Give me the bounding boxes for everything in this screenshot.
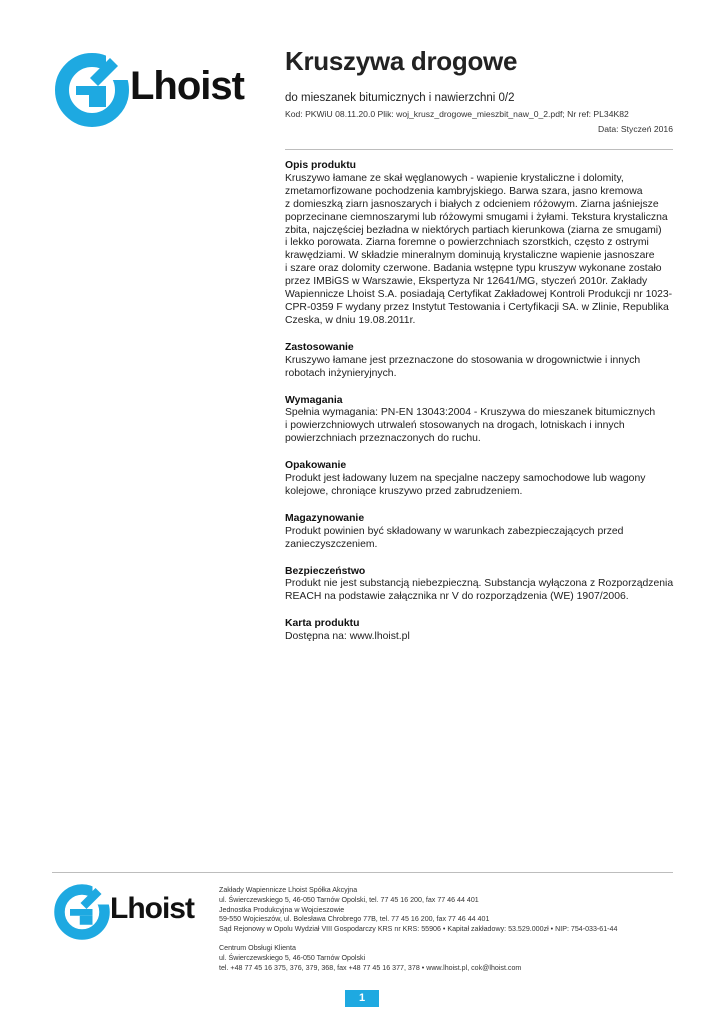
text-line: Dostępna na: www.lhoist.pl <box>285 631 410 643</box>
section-0 <box>285 160 677 328</box>
footer-line: ul. Świerczewskiego 5, 46-050 Tarnów Opolski <box>219 954 366 963</box>
section-heading: Bezpieczeństwo <box>285 565 366 577</box>
text-line: Wapiennicze Lhoist S.A. posiadają Certyfikat Zakładowej Kontroli Produkcji nr 1023- <box>285 289 673 301</box>
footer-line: Centrum Obsługi Klienta <box>219 944 296 953</box>
page-title: Kruszywa drogowe <box>285 46 518 76</box>
page-number: 1 <box>345 990 379 1007</box>
text-line: i szare oraz dolomity czerwone. Badania wstępne typu kruszyw wykonane zostało <box>285 263 662 275</box>
section-heading: Wymagania <box>285 394 343 406</box>
document-date: Data: Styczeń 2016 <box>597 124 673 134</box>
section-heading: Opakowanie <box>285 460 347 472</box>
text-line: kolejowe, chroniące kruszywo przed zabrudzeniem. <box>285 485 523 497</box>
text-line: i powierzchniowych utrwaleń stosowanych na drogach, lotniskach i innych <box>285 420 625 432</box>
section-text <box>285 631 677 644</box>
section-text <box>285 578 677 604</box>
text-line: zmetamorfizowane pochodzenia kambryjskiego. Barwa szara, jasno kremowa <box>285 185 643 197</box>
section-text <box>285 355 677 381</box>
footer-line: Sąd Rejonowy w Opolu Wydział VIII Gospodarczy KRS nr KRS: 55906 • Kapitał zakładowy: 53.529.000zł • NIP: 754-033-61-44 <box>219 925 618 934</box>
lhoist-wordmark: Lhoist <box>130 63 244 108</box>
text-line: z domieszką ziarn jasnoszarych i białych z odcieniem różowym. Ziarna jaśniejsze <box>285 198 659 210</box>
footer-lhoist-logo <box>52 882 194 942</box>
text-line: i lekko porowata. Ziarna foremne o powierzchniach szorstkich, często z ostrymi <box>285 237 649 249</box>
text-line: powierzchniach przeznaczonych do ruchu. <box>285 433 481 445</box>
footer-lhoist-wordmark: Lhoist <box>110 892 194 925</box>
section-heading: Zastosowanie <box>285 341 354 353</box>
text-line: Produkt powinien być składowany w warunkach zabezpieczających przed <box>285 525 624 537</box>
text-line: Produkt jest ładowany luzem na specjalne naczepy samochodowe lub wagony <box>285 473 646 485</box>
section-heading: Opis produktu <box>285 160 356 171</box>
text-line: krawędziami. W składzie mineralnym dominują krystaliczne wapienie jasnoszare <box>285 250 655 262</box>
text-line: Czeska, w dniu 19.08.2011r. <box>285 314 416 326</box>
lhoist-logo <box>52 50 244 130</box>
footer-line: Zakłady Wapiennicze Lhoist Spółka Akcyjna <box>219 886 358 894</box>
section-text <box>285 526 677 552</box>
text-line: zanieczyszczeniem. <box>285 538 378 550</box>
text-line: robotach inżynieryjnych. <box>285 367 397 379</box>
section-heading: Karta produktu <box>285 618 360 630</box>
section-text <box>285 407 677 446</box>
section-heading: Magazynowanie <box>285 512 365 524</box>
text-line: zbita, najczęściej bezładna w niektórych partiach kierunkowa (ziarna ze smugami) <box>285 224 662 236</box>
footer-line: Jednostka Produkcyjna w Wojcieszowie <box>219 905 345 914</box>
page-subtitle: do mieszanek bitumicznych i nawierzchni 0/2 <box>285 92 515 104</box>
text-line: poprzecinane ciemnoszarymi lub różowymi smugami i żyłami. Tekstura krystaliczna <box>285 211 668 223</box>
section-3 <box>285 460 677 499</box>
text-line: REACH na podstawie załącznika nr V do rozporządzenia (WE) 1907/2006. <box>285 591 629 603</box>
text-line: Kruszywo łamane jest przeznaczone do stosowania w drogownictwie i innych <box>285 354 641 366</box>
section-text <box>285 473 677 499</box>
text-line: Kruszywo łamane ze skał węglanowych - wapienie krystaliczne i dolomity, <box>285 172 624 184</box>
footer-lhoist-logo-icon <box>52 882 112 942</box>
footer-divider <box>52 872 673 873</box>
product-code-line: Kod: PKWiU 08.11.20.0 Plik: woj_krusz_drogowe_mieszbit_naw_0_2.pdf; Nr ref: PL34K82 <box>285 109 629 119</box>
lhoist-logo-icon <box>52 50 132 130</box>
text-line: Produkt nie jest substancją niebezpieczną. Substancja wyłączona z Rozporządzenia <box>285 578 674 590</box>
text-line: przez IMBiGS w Warszawie, Ekspertyza Nr 12641/MG, styczeń 2010r. Zakłady <box>285 276 648 288</box>
section-5 <box>285 566 677 605</box>
section-4 <box>285 513 677 552</box>
section-6 <box>285 618 677 644</box>
document-body <box>285 160 677 658</box>
section-text <box>285 173 677 328</box>
section-1 <box>285 342 677 381</box>
footer-line: tel. +48 77 45 16 375, 376, 379, 368, fax +48 77 45 16 377, 378 • www.lhoist.pl, cok@lhoist.com <box>219 964 522 973</box>
text-line: Spełnia wymagania: PN-EN 13043:2004 - Kruszywa do mieszanek bitumicznych <box>285 407 656 419</box>
company-footer <box>219 886 689 974</box>
footer-line: 59-550 Wojcieszów, ul. Bolesława Chrobrego 77B, tel. 77 45 16 200, fax 77 46 44 401 <box>219 915 490 924</box>
header-divider <box>285 149 673 150</box>
text-line: CPR-0359 F wydany przez Instytut Testowania i Certyfikacji SA. w Zlinie, Republika <box>285 301 669 313</box>
section-2 <box>285 395 677 447</box>
footer-line: ul. Świerczewskiego 5, 46-050 Tarnów Opolski, tel. 77 45 16 200, fax 77 46 44 401 <box>219 895 479 904</box>
